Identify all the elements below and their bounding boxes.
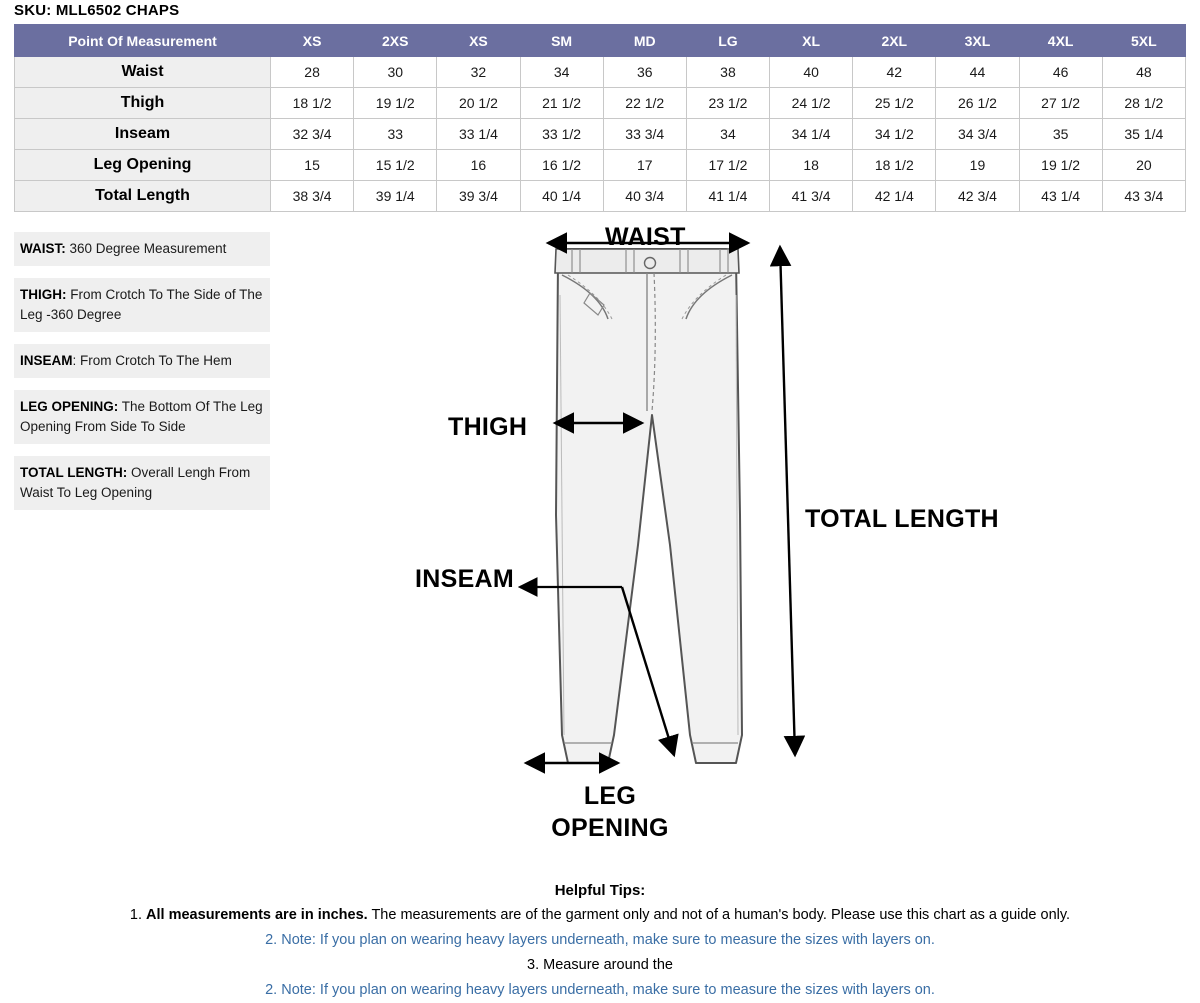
column-header-size: XS bbox=[437, 25, 520, 57]
table-cell: 35 bbox=[1019, 119, 1102, 150]
pants-shape bbox=[555, 249, 742, 763]
column-header-size: MD bbox=[603, 25, 686, 57]
table-cell: 42 1/4 bbox=[853, 181, 936, 212]
pants-measurement-diagram bbox=[390, 215, 1090, 855]
definition-thigh bbox=[14, 278, 270, 332]
table-cell: 40 bbox=[770, 57, 853, 88]
sku-title: SKU: MLL6502 CHAPS bbox=[14, 2, 180, 19]
table-cell: 34 bbox=[686, 119, 769, 150]
table-header bbox=[15, 25, 1186, 57]
definition-term: THIGH: bbox=[20, 287, 67, 302]
helpful-tips bbox=[0, 878, 1200, 1003]
waist-label: WAIST bbox=[605, 223, 686, 251]
table-cell: 46 bbox=[1019, 57, 1102, 88]
table-cell: 33 1/2 bbox=[520, 119, 603, 150]
definition-term: TOTAL LENGTH: bbox=[20, 465, 128, 480]
tip-line-4: 2. Note: If you plan on wearing heavy layers underneath, make sure to measure the sizes with layers on. bbox=[265, 982, 935, 998]
column-header-size: SM bbox=[520, 25, 603, 57]
definition-total-length bbox=[14, 456, 270, 510]
table-cell: 40 3/4 bbox=[603, 181, 686, 212]
definitions-list bbox=[14, 232, 270, 522]
table-cell: 27 1/2 bbox=[1019, 88, 1102, 119]
table-cell: 32 3/4 bbox=[271, 119, 354, 150]
table-cell: 19 1/2 bbox=[354, 88, 437, 119]
table-cell: 39 3/4 bbox=[437, 181, 520, 212]
tip-line-3: 3. Measure around the bbox=[527, 957, 673, 973]
row-label: Inseam bbox=[15, 119, 271, 150]
definition-term: LEG OPENING: bbox=[20, 399, 119, 414]
definition-term: WAIST: bbox=[20, 241, 66, 256]
row-label: Leg Opening bbox=[15, 150, 271, 181]
table-cell: 25 1/2 bbox=[853, 88, 936, 119]
thigh-label: THIGH bbox=[448, 413, 528, 441]
table-cell: 36 bbox=[603, 57, 686, 88]
table-cell: 43 1/4 bbox=[1019, 181, 1102, 212]
inseam-dimension-arrow bbox=[622, 587, 674, 755]
column-header-point-of-measurement: Point Of Measurement bbox=[15, 25, 271, 57]
pants-illustration-svg bbox=[390, 215, 1090, 855]
table-cell: 42 3/4 bbox=[936, 181, 1019, 212]
column-header-size: XS bbox=[271, 25, 354, 57]
table-cell: 48 bbox=[1102, 57, 1185, 88]
column-header-size: 4XL bbox=[1019, 25, 1102, 57]
column-header-size: 5XL bbox=[1102, 25, 1185, 57]
table-cell: 28 bbox=[271, 57, 354, 88]
definition-term: INSEAM bbox=[20, 353, 73, 368]
leg-opening-label bbox=[530, 780, 690, 844]
table-cell: 20 bbox=[1102, 150, 1185, 181]
tip-line-2: 2. Note: If you plan on wearing heavy layers underneath, make sure to measure the sizes with layers on. bbox=[265, 932, 935, 948]
inseam-label: INSEAM bbox=[415, 565, 515, 593]
column-header-size: 2XS bbox=[354, 25, 437, 57]
table-cell: 33 1/4 bbox=[437, 119, 520, 150]
row-label: Total Length bbox=[15, 181, 271, 212]
definition-text: From Crotch To The Side of The Leg -360 Degree bbox=[20, 287, 263, 322]
column-header-size: LG bbox=[686, 25, 769, 57]
table-cell: 34 1/4 bbox=[770, 119, 853, 150]
table-body bbox=[15, 57, 1186, 212]
table-cell: 34 bbox=[520, 57, 603, 88]
table-header-row bbox=[15, 25, 1186, 57]
table-cell: 28 1/2 bbox=[1102, 88, 1185, 119]
tips-heading: Helpful Tips: bbox=[554, 882, 646, 899]
definition-text: 360 Degree Measurement bbox=[65, 241, 227, 256]
table-cell: 15 1/2 bbox=[354, 150, 437, 181]
table-cell: 26 1/2 bbox=[936, 88, 1019, 119]
table-cell: 38 bbox=[686, 57, 769, 88]
tip-line-1 bbox=[0, 903, 1200, 928]
tip-1-prefix: 1. bbox=[129, 907, 147, 923]
table-cell: 21 1/2 bbox=[520, 88, 603, 119]
table-cell: 16 bbox=[437, 150, 520, 181]
table-row bbox=[15, 88, 1186, 119]
table-cell: 24 1/2 bbox=[770, 88, 853, 119]
leg-opening-label-line1: LEG bbox=[583, 782, 637, 810]
table-cell: 19 1/2 bbox=[1019, 150, 1102, 181]
definition-waist bbox=[14, 232, 270, 266]
table-cell: 34 1/2 bbox=[853, 119, 936, 150]
table-cell: 39 1/4 bbox=[354, 181, 437, 212]
table-cell: 17 bbox=[603, 150, 686, 181]
table-cell: 18 1/2 bbox=[271, 88, 354, 119]
table-cell: 42 bbox=[853, 57, 936, 88]
tip-1-bold: All measurements are in inches. bbox=[146, 907, 368, 923]
definition-text: The Bottom Of The Leg Opening From Side To Side bbox=[20, 399, 263, 434]
table-cell: 33 3/4 bbox=[603, 119, 686, 150]
table-row bbox=[15, 150, 1186, 181]
table-cell: 41 3/4 bbox=[770, 181, 853, 212]
table-cell: 35 1/4 bbox=[1102, 119, 1185, 150]
table-cell: 38 3/4 bbox=[271, 181, 354, 212]
column-header-size: 3XL bbox=[936, 25, 1019, 57]
column-header-size: XL bbox=[770, 25, 853, 57]
table-cell: 44 bbox=[936, 57, 1019, 88]
table-cell: 15 bbox=[271, 150, 354, 181]
size-chart-table bbox=[14, 24, 1186, 212]
table-cell: 30 bbox=[354, 57, 437, 88]
table-cell: 18 1/2 bbox=[853, 150, 936, 181]
table-cell: 22 1/2 bbox=[603, 88, 686, 119]
table-cell: 23 1/2 bbox=[686, 88, 769, 119]
row-label: Thigh bbox=[15, 88, 271, 119]
table-cell: 32 bbox=[437, 57, 520, 88]
total-length-dimension-arrow bbox=[780, 247, 795, 755]
table-cell: 16 1/2 bbox=[520, 150, 603, 181]
definition-text: : From Crotch To The Hem bbox=[72, 353, 232, 368]
table-row bbox=[15, 119, 1186, 150]
row-label: Waist bbox=[15, 57, 271, 88]
table-cell: 43 3/4 bbox=[1102, 181, 1185, 212]
table-cell: 17 1/2 bbox=[686, 150, 769, 181]
table-cell: 19 bbox=[936, 150, 1019, 181]
table-cell: 41 1/4 bbox=[686, 181, 769, 212]
table-row bbox=[15, 181, 1186, 212]
definition-text: Overall Lengh From Waist To Leg Opening bbox=[20, 465, 251, 500]
table-cell: 18 bbox=[770, 150, 853, 181]
leg-opening-label-line2: OPENING bbox=[551, 814, 669, 842]
table-cell: 40 1/4 bbox=[520, 181, 603, 212]
table-cell: 20 1/2 bbox=[437, 88, 520, 119]
definition-inseam bbox=[14, 344, 270, 378]
total-length-label: TOTAL LENGTH bbox=[805, 505, 999, 533]
column-header-size: 2XL bbox=[853, 25, 936, 57]
definition-leg-opening bbox=[14, 390, 270, 444]
table-cell: 34 3/4 bbox=[936, 119, 1019, 150]
table-cell: 33 bbox=[354, 119, 437, 150]
tip-1-rest: The measurements are of the garment only and not of a human's body. Please use this chart as a guide only. bbox=[367, 907, 1071, 923]
table-row bbox=[15, 57, 1186, 88]
